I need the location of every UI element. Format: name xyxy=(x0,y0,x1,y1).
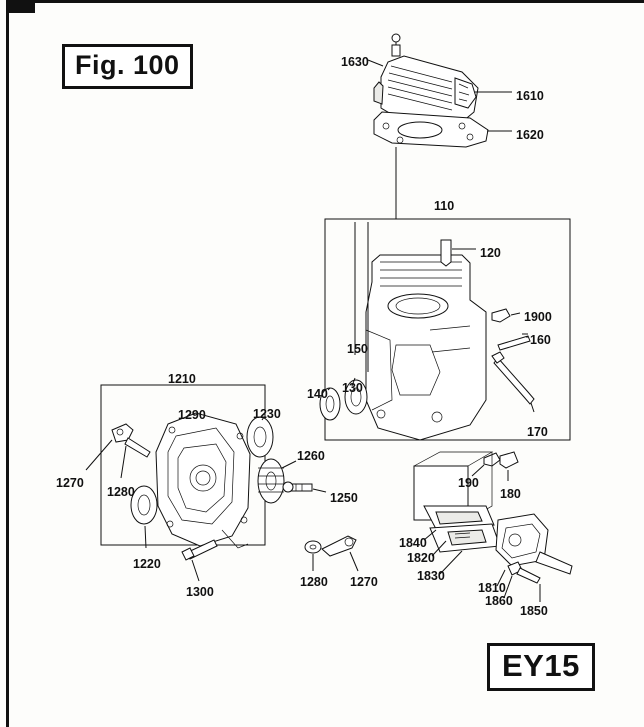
part-label-1260: 1260 xyxy=(297,449,325,463)
figure-number-text: Fig. 100 xyxy=(75,50,180,80)
part-label-1840: 1840 xyxy=(399,536,427,550)
part-label-1830: 1830 xyxy=(417,569,445,583)
part-label-1620: 1620 xyxy=(516,128,544,142)
part-label-1810: 1810 xyxy=(478,581,506,595)
part-label-160: 160 xyxy=(530,333,551,347)
part-160-pin xyxy=(498,336,530,350)
cylinder-head-assembly xyxy=(374,34,488,147)
part-label-1280-lower: 1280 xyxy=(300,575,328,589)
part-label-1900: 1900 xyxy=(524,310,552,324)
part-label-120: 120 xyxy=(480,246,501,260)
part-label-140: 140 xyxy=(307,387,328,401)
part-label-1630: 1630 xyxy=(341,55,369,69)
part-label-1300: 1300 xyxy=(186,585,214,599)
part-120-pin xyxy=(441,240,451,266)
part-label-110: 110 xyxy=(434,199,455,213)
part-label-130: 130 xyxy=(342,381,363,395)
part-label-1270-upper: 1270 xyxy=(56,476,84,490)
part-170-bolt xyxy=(492,352,534,404)
part-1900-plug xyxy=(492,309,510,322)
part-label-1290: 1290 xyxy=(178,408,206,422)
part-1280-washer-lower xyxy=(305,541,321,553)
part-1280-washer-upper xyxy=(112,424,150,457)
figure-number-box xyxy=(62,44,193,89)
model-number-box xyxy=(487,643,595,691)
part-label-1250: 1250 xyxy=(330,491,358,505)
part-label-1270-lower: 1270 xyxy=(350,575,378,589)
part-label-1820: 1820 xyxy=(407,551,435,565)
part-label-1220: 1220 xyxy=(133,557,161,571)
model-number-text: EY15 xyxy=(502,648,580,683)
part-1250-shaft xyxy=(283,482,312,492)
part-1230-bearing xyxy=(247,417,273,457)
breather-assembly xyxy=(414,452,572,583)
part-1290-gear-cover xyxy=(156,413,250,548)
part-label-1230: 1230 xyxy=(253,407,281,421)
part-1260-gear xyxy=(258,459,284,503)
part-label-1860: 1860 xyxy=(485,594,513,608)
part-label-180: 180 xyxy=(500,487,521,501)
part-label-1210: 1210 xyxy=(168,372,196,386)
part-label-1280-upper: 1280 xyxy=(107,485,135,499)
part-label-1610: 1610 xyxy=(516,89,544,103)
part-label-190: 190 xyxy=(458,476,479,490)
part-label-170: 170 xyxy=(527,425,548,439)
part-180-cap xyxy=(500,452,518,468)
part-label-150: 150 xyxy=(347,342,368,356)
cylinder-block xyxy=(366,255,486,440)
part-label-1850: 1850 xyxy=(520,604,548,618)
